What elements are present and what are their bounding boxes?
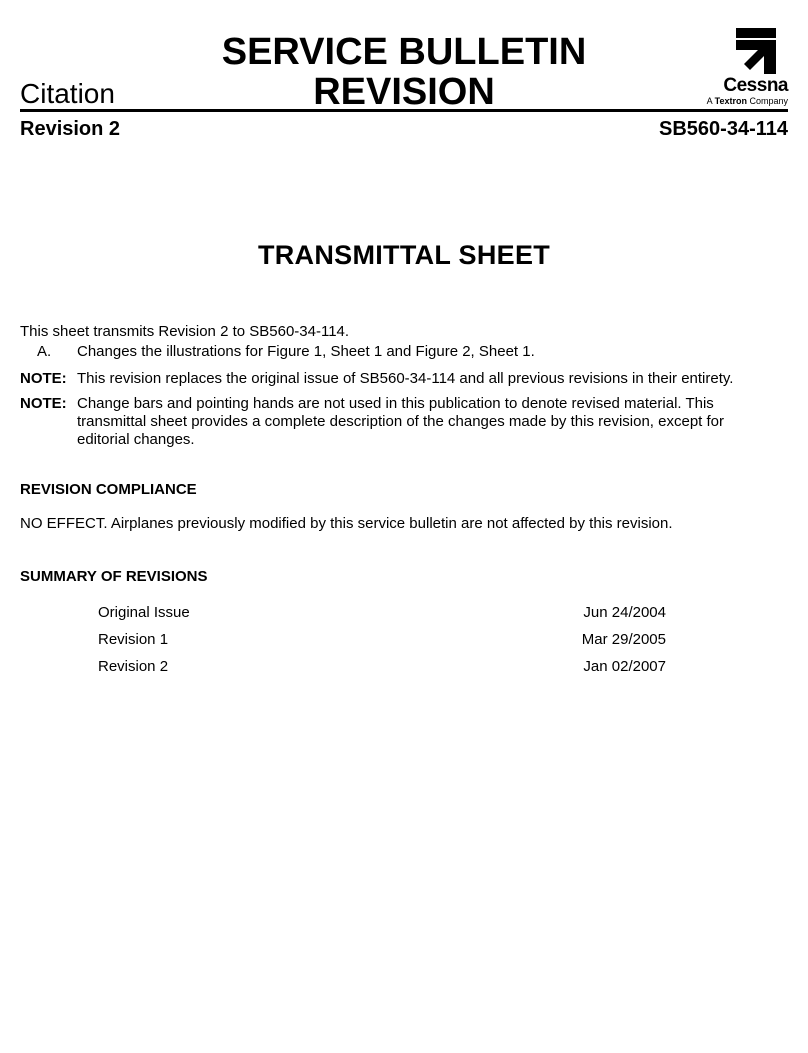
note-label: NOTE: [20, 370, 67, 387]
cessna-logo [690, 26, 790, 108]
note-text: Change bars and pointing hands are not used in this publication to denote revised material. This transmittal sheet provides a complete description of the changes made by this revision, except for editorial changes. [77, 395, 724, 448]
bulletin-number: SB560-34-114 [659, 118, 788, 140]
revision-name: Original Issue [98, 604, 190, 621]
intro-text: This sheet transmits Revision 2 to SB560-34-114. [20, 323, 350, 340]
compliance-text: NO EFFECT. Airplanes previously modified by this service bulletin are not affected by this revision. [20, 515, 673, 532]
note-label: NOTE: [20, 395, 67, 412]
page-title: TRANSMITTAL SHEET [257, 240, 551, 270]
list-item-marker: A. [37, 343, 52, 360]
logo-tagline [707, 96, 788, 106]
revision-date: Jun 24/2004 [583, 604, 666, 621]
header-divider [20, 109, 788, 112]
bulletin-title-line-2: REVISION [313, 71, 495, 113]
compliance-heading: REVISION COMPLIANCE [20, 481, 197, 498]
bulletin-title-line-1: SERVICE BULLETIN [221, 31, 587, 73]
logo-tagline-company: Textron [714, 96, 747, 106]
revision-name: Revision 1 [98, 631, 169, 648]
revision-label: Revision 2 [20, 118, 121, 140]
logo-brand-name: Cessna [723, 75, 788, 96]
cessna-logo-icon [736, 26, 776, 74]
logo-tagline-suffix: Company [749, 96, 788, 106]
note-text: This revision replaces the original issue of SB560-34-114 and all previous revisions in their entirety. [77, 370, 734, 387]
aircraft-series: Citation [20, 78, 115, 109]
revision-date: Mar 29/2005 [581, 631, 666, 648]
logo-tagline-prefix: A [706, 96, 713, 106]
summary-heading: SUMMARY OF REVISIONS [20, 568, 208, 585]
revision-date: Jan 02/2007 [583, 658, 666, 675]
revision-name: Revision 2 [98, 658, 169, 675]
list-item-text: Changes the illustrations for Figure 1, Sheet 1 and Figure 2, Sheet 1. [77, 343, 535, 360]
